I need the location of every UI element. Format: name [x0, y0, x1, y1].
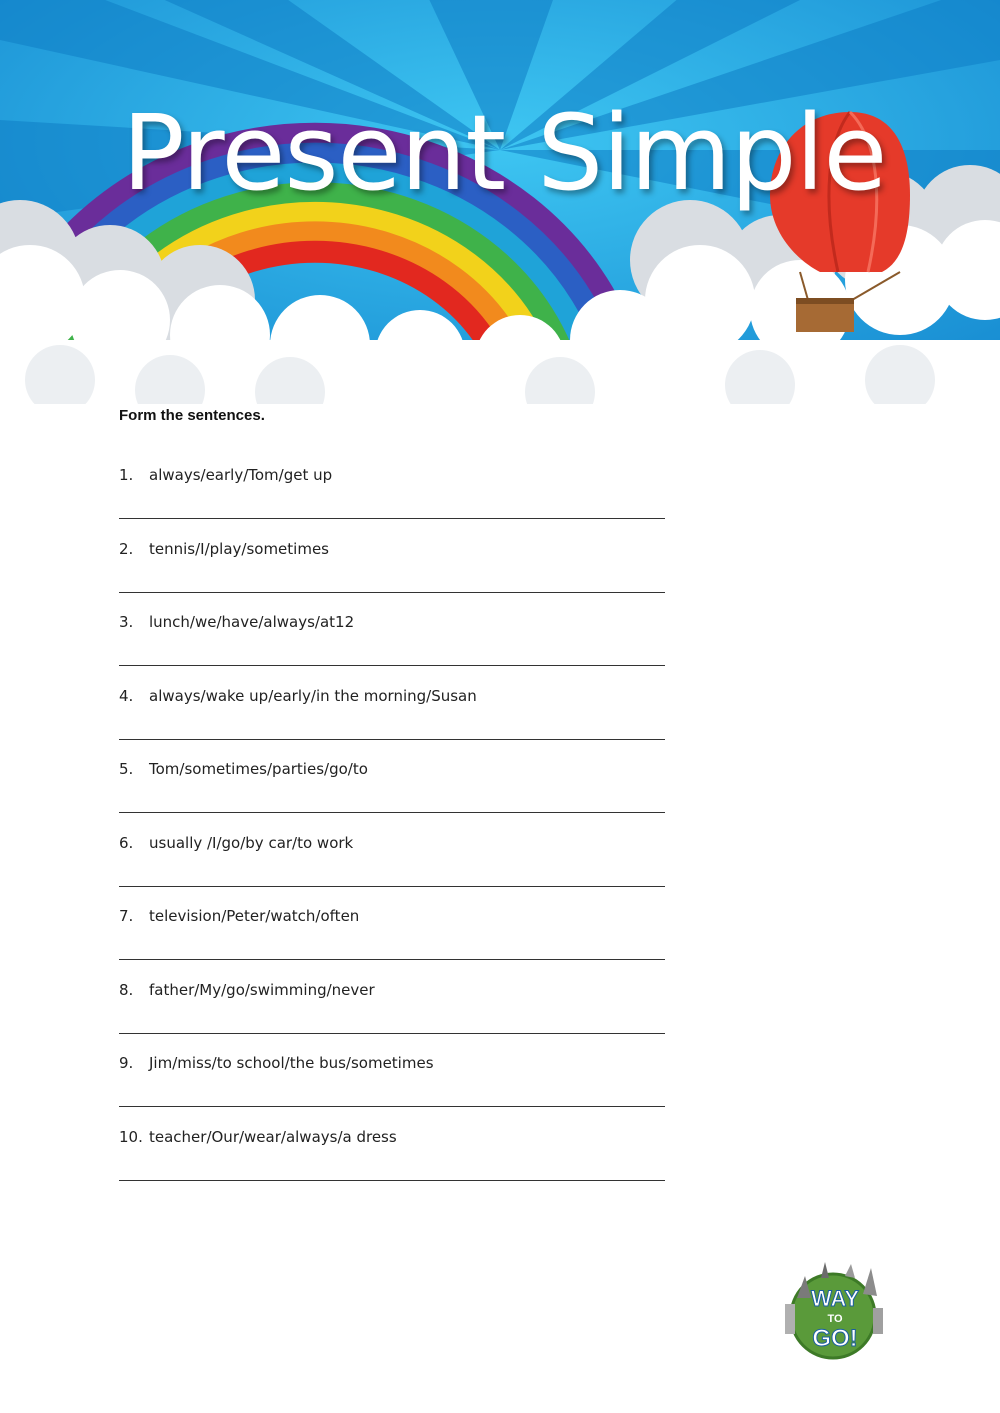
exercise-item	[119, 440, 679, 514]
item-prompt: always/early/Tom/get up	[149, 466, 333, 484]
exercise-item	[119, 955, 679, 1029]
way-to-go-logo	[775, 1258, 893, 1370]
item-number: 3.	[119, 613, 134, 631]
answer-line[interactable]	[119, 1180, 665, 1181]
exercise-list	[119, 440, 679, 1175]
logo-text-go: GO!	[812, 1325, 858, 1352]
item-number: 1.	[119, 466, 134, 484]
logo-text-way: WAY	[810, 1286, 860, 1311]
item-number: 6.	[119, 833, 134, 852]
globe-logo-icon	[775, 1258, 893, 1370]
exercise-item	[119, 514, 679, 588]
exercise-item	[119, 881, 679, 955]
exercise-item	[119, 1028, 679, 1102]
item-number: 7.	[119, 907, 134, 925]
item-prompt: always/wake up/early/in the morning/Susan	[149, 686, 477, 705]
exercise-item	[119, 661, 679, 735]
instructions-text: Form the sentences.	[119, 407, 265, 424]
item-prompt: television/Peter/watch/often	[149, 907, 360, 925]
item-prompt: teacher/Our/wear/always/a dress	[149, 1127, 397, 1146]
page-title: Present Simple	[122, 92, 887, 214]
exercise-item	[119, 1102, 679, 1176]
exercise-item	[119, 587, 679, 661]
header-banner	[0, 0, 1000, 404]
item-number: 9.	[119, 1054, 134, 1072]
item-prompt: Tom/sometimes/parties/go/to	[149, 760, 368, 778]
item-prompt: tennis/I/play/sometimes	[149, 539, 329, 558]
logo-text-to: TO	[827, 1313, 843, 1325]
item-prompt: Jim/miss/to school/the bus/sometimes	[149, 1054, 434, 1072]
item-number: 10.	[119, 1127, 143, 1146]
exercise-item	[119, 734, 679, 808]
item-number: 2.	[119, 539, 134, 558]
item-number: 4.	[119, 686, 134, 705]
item-number: 8.	[119, 980, 134, 999]
item-number: 5.	[119, 760, 134, 778]
item-prompt: father/My/go/swimming/never	[149, 980, 375, 999]
item-prompt: lunch/we/have/always/at12	[149, 613, 355, 631]
item-prompt: usually /I/go/by car/to work	[149, 833, 354, 852]
exercise-item	[119, 808, 679, 882]
